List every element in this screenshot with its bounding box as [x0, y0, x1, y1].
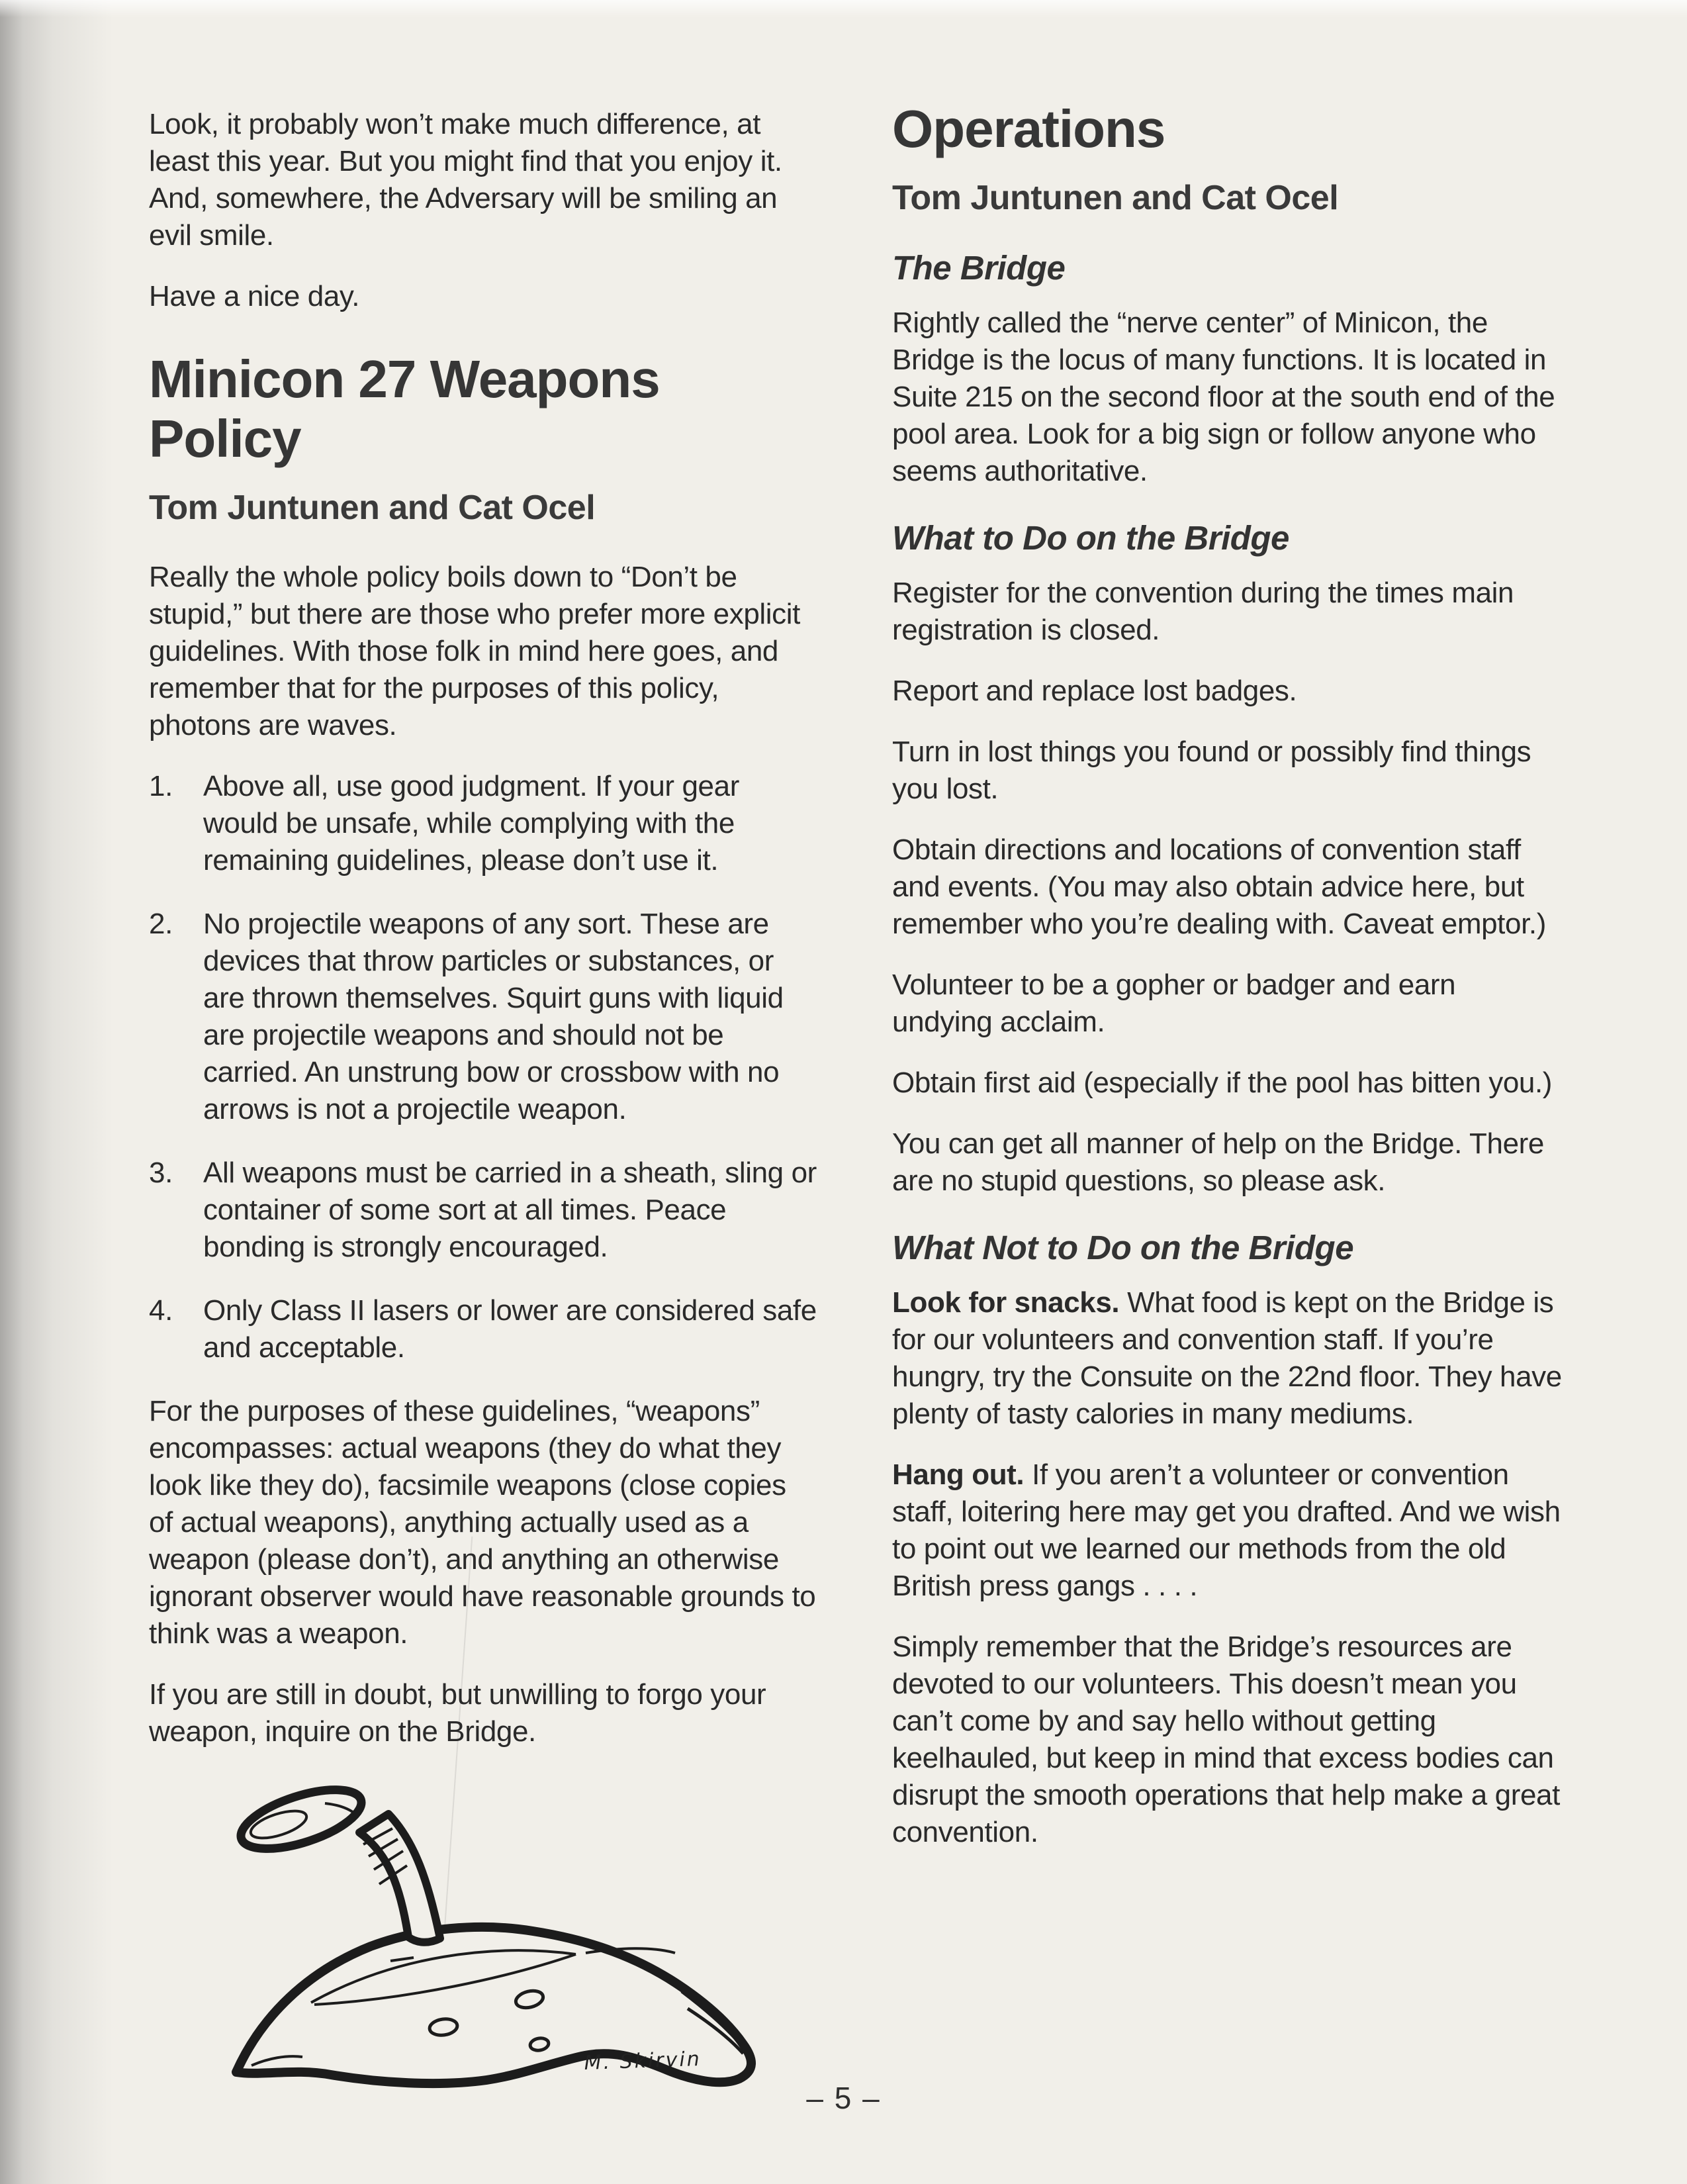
section-heading-the-bridge: The Bridge	[892, 249, 1066, 287]
section-paragraph: Turn in lost things you found or possibly find things you lost.	[892, 736, 1531, 805]
weapons-policy-intro: Really the whole policy boils down to “Don’t be stupid,” but there are those who prefer more explicit guidelines. With those folk in mind here goes, and remember that for the purposes of this policy, photons are waves.	[149, 561, 800, 741]
paragraph-lead: Look for snacks.	[892, 1286, 1120, 1319]
nessie-spaceship-illustration	[195, 1781, 791, 2092]
rule-text: All weapons must be carried in a sheath, sling or container of some sort at all times. Peace bonding is strongly encouraged.	[203, 1157, 817, 1263]
page-number: – 5 –	[806, 2081, 881, 2115]
rule-text: Only Class II lasers or lower are considered safe and acceptable.	[203, 1294, 817, 1364]
rule-number: 3.	[149, 1157, 173, 1189]
section-paragraph: Volunteer to be a gopher or badger and earn undying acclaim.	[892, 969, 1456, 1038]
section-paragraph	[892, 1284, 1562, 1433]
weapons-policy-outro: For the purposes of these guidelines, “weapons” encompasses: actual weapons (they do what they look like they do), facsimile weapons (close copies of actual weapons), anything actually used as a weapon (please don’t), and anything an otherwise ignorant observer would have reasonable grounds to think was a weapon.	[149, 1395, 816, 1650]
paragraph-text: What food is kept on the Bridge is for our volunteers and convention staff. If you’re hungry, try the Consuite on the 22nd floor. They have plenty of tasty calories in many mediums.	[892, 1286, 1562, 1430]
rule-number: 4.	[149, 1294, 173, 1327]
rule-item	[149, 768, 817, 879]
paragraph-lead: Hang out.	[892, 1458, 1025, 1491]
paragraph-text: If you aren’t a volunteer or convention staff, loitering here may get you drafted. And we wish to point out we learned our methods from the old British press gangs . . . .	[892, 1458, 1561, 1602]
section-paragraph: You can get all manner of help on the Bridge. There are no stupid questions, so please ask.	[892, 1127, 1544, 1197]
weapons-policy-title: Minicon 27 Weapons Policy	[149, 350, 660, 468]
head-outline	[234, 1781, 368, 1861]
rule-number: 1.	[149, 770, 173, 802]
rule-item	[149, 1155, 817, 1266]
rule-number: 2.	[149, 908, 173, 940]
rule-item	[149, 1292, 817, 1366]
rule-item	[149, 906, 817, 1128]
section-paragraph: Register for the convention during the times main registration is closed.	[892, 577, 1514, 646]
section-paragraph	[892, 1456, 1562, 1605]
weapons-policy-outro: If you are still in doubt, but unwilling to forgo your weapon, inquire on the Bridge.	[149, 1678, 766, 1748]
section-heading-what-to-do: What to Do on the Bridge	[892, 519, 1289, 557]
rule-text: No projectile weapons of any sort. These are devices that throw particles or substances, or are thrown themselves. Squirt guns with liquid are projectile weapons and should not be carried. An unstrung bow or crossbow with no arrows is not a projectile weapon.	[203, 908, 784, 1125]
left-column	[149, 106, 817, 2092]
section-paragraph: Report and replace lost badges.	[892, 675, 1297, 707]
weapons-rules-list	[149, 768, 817, 1366]
paragraph-text: Simply remember that the Bridge’s resources are devoted to our volunteers. This doesn’t mean you can’t come by and say hello without getting keelhauled, but keep in mind that excess bodies can disrupt the smooth operations that help make a great convention.	[892, 1631, 1560, 1848]
section-paragraph: Obtain first aid (especially if the pool has bitten you.)	[892, 1067, 1553, 1099]
right-column	[892, 99, 1562, 1875]
operations-byline: Tom Juntunen and Cat Ocel	[892, 179, 1339, 217]
intro-paragraph: Have a nice day.	[149, 280, 360, 312]
section-paragraph: Obtain directions and locations of convention staff and events. (You may also obtain advice here, but remember who you’re dealing with. Caveat emptor.)	[892, 833, 1546, 940]
weapons-policy-byline: Tom Juntunen and Cat Ocel	[149, 489, 596, 527]
section-paragraph: Rightly called the “nerve center” of Minicon, the Bridge is the locus of many functions. It is located in Suite 215 on the second floor at the south end of the pool area. Look for a big sign or follow anyone who seems authoritative.	[892, 307, 1555, 487]
operations-title: Operations	[892, 99, 1165, 158]
intro-paragraph: Look, it probably won’t make much difference, at least this year. But you might find that you enjoy it. And, somewhere, the Adversary will be smiling an evil smile.	[149, 108, 782, 252]
section-paragraph	[892, 1629, 1562, 1851]
artist-signature: M. Skirvin	[584, 2047, 702, 2075]
neck-outline	[359, 1814, 440, 1942]
section-heading-what-not-to-do: What Not to Do on the Bridge	[892, 1229, 1354, 1266]
rule-text: Above all, use good judgment. If your gear would be unsafe, while complying with the remaining guidelines, please don’t use it.	[203, 770, 739, 877]
